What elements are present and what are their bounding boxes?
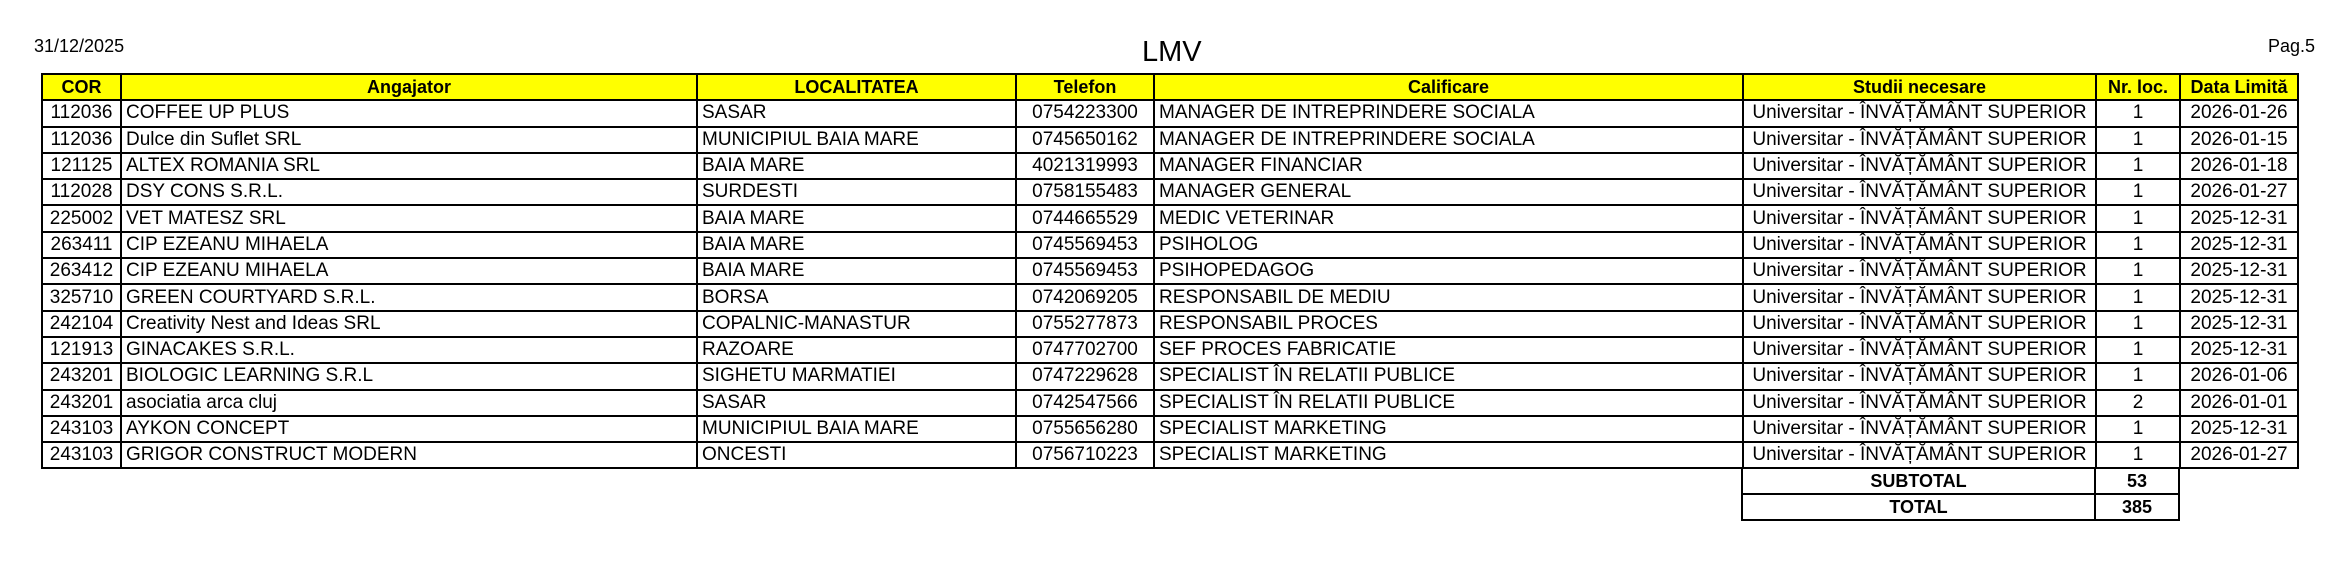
cor-cell: 243201 xyxy=(42,363,121,389)
employer-cell: COFFEE UP PLUS xyxy=(121,100,697,126)
employer-cell: ALTEX ROMANIA SRL xyxy=(121,153,697,179)
table-row xyxy=(42,442,2298,468)
qualification-cell: PSIHOLOG xyxy=(1154,232,1743,258)
cor-cell: 112036 xyxy=(42,100,121,126)
qualification-cell: MANAGER GENERAL xyxy=(1154,179,1743,205)
qualification-cell: SPECIALIST ÎN RELATII PUBLICE xyxy=(1154,363,1743,389)
column-header-calificare: Calificare xyxy=(1154,74,1743,100)
positions-cell: 1 xyxy=(2096,127,2180,153)
qualification-cell: SPECIALIST MARKETING xyxy=(1154,442,1743,468)
cor-cell: 112036 xyxy=(42,127,121,153)
cor-cell: 243103 xyxy=(42,416,121,442)
studies-cell: Universitar - ÎNVĂȚĂMÂNT SUPERIOR xyxy=(1743,416,2096,442)
deadline-cell: 2026-01-06 xyxy=(2180,363,2298,389)
studies-cell: Universitar - ÎNVĂȚĂMÂNT SUPERIOR xyxy=(1743,311,2096,337)
employer-cell: GRIGOR CONSTRUCT MODERN xyxy=(121,442,697,468)
positions-cell: 1 xyxy=(2096,284,2180,310)
qualification-cell: MEDIC VETERINAR xyxy=(1154,205,1743,231)
locality-cell: BAIA MARE xyxy=(697,258,1016,284)
cor-cell: 325710 xyxy=(42,284,121,310)
cor-cell: 242104 xyxy=(42,311,121,337)
phone-cell: 0747702700 xyxy=(1016,337,1154,363)
cor-cell: 263411 xyxy=(42,232,121,258)
deadline-cell: 2025-12-31 xyxy=(2180,258,2298,284)
subtotal-label: SUBTOTAL xyxy=(1742,468,2095,494)
studies-cell: Universitar - ÎNVĂȚĂMÂNT SUPERIOR xyxy=(1743,442,2096,468)
studies-cell: Universitar - ÎNVĂȚĂMÂNT SUPERIOR xyxy=(1743,127,2096,153)
table-row xyxy=(42,416,2298,442)
deadline-cell: 2026-01-27 xyxy=(2180,442,2298,468)
deadline-cell: 2025-12-31 xyxy=(2180,284,2298,310)
deadline-cell: 2025-12-31 xyxy=(2180,416,2298,442)
employer-cell: DSY CONS S.R.L. xyxy=(121,179,697,205)
studies-cell: Universitar - ÎNVĂȚĂMÂNT SUPERIOR xyxy=(1743,179,2096,205)
locality-cell: BAIA MARE xyxy=(697,153,1016,179)
totals-table xyxy=(1741,467,2180,521)
positions-cell: 1 xyxy=(2096,337,2180,363)
employer-cell: CIP EZEANU MIHAELA xyxy=(121,258,697,284)
page-number: Pag.5 xyxy=(2268,36,2316,56)
positions-cell: 1 xyxy=(2096,232,2180,258)
studies-cell: Universitar - ÎNVĂȚĂMÂNT SUPERIOR xyxy=(1743,205,2096,231)
table-row xyxy=(42,100,2298,126)
qualification-cell: MANAGER DE INTREPRINDERE SOCIALA xyxy=(1154,127,1743,153)
positions-cell: 1 xyxy=(2096,100,2180,126)
studies-cell: Universitar - ÎNVĂȚĂMÂNT SUPERIOR xyxy=(1743,232,2096,258)
locality-cell: BAIA MARE xyxy=(697,232,1016,258)
qualification-cell: RESPONSABIL PROCES xyxy=(1154,311,1743,337)
locality-cell: SURDESTI xyxy=(697,179,1016,205)
locality-cell: COPALNIC-MANASTUR xyxy=(697,311,1016,337)
qualification-cell: PSIHOPEDAGOG xyxy=(1154,258,1743,284)
deadline-cell: 2025-12-31 xyxy=(2180,311,2298,337)
phone-cell: 0758155483 xyxy=(1016,179,1154,205)
locality-cell: RAZOARE xyxy=(697,337,1016,363)
qualification-cell: SEF PROCES FABRICATIE xyxy=(1154,337,1743,363)
phone-cell: 0756710223 xyxy=(1016,442,1154,468)
studies-cell: Universitar - ÎNVĂȚĂMÂNT SUPERIOR xyxy=(1743,100,2096,126)
table-row xyxy=(42,390,2298,416)
table-row xyxy=(42,205,2298,231)
cor-cell: 121125 xyxy=(42,153,121,179)
table-row xyxy=(42,363,2298,389)
phone-cell: 0754223300 xyxy=(1016,100,1154,126)
deadline-cell: 2026-01-15 xyxy=(2180,127,2298,153)
employer-cell: asociatia arca cluj xyxy=(121,390,697,416)
locality-cell: MUNICIPIUL BAIA MARE xyxy=(697,127,1016,153)
positions-cell: 1 xyxy=(2096,363,2180,389)
subtotal-row xyxy=(1742,468,2179,494)
qualification-cell: MANAGER DE INTREPRINDERE SOCIALA xyxy=(1154,100,1743,126)
phone-cell: 4021319993 xyxy=(1016,153,1154,179)
table-row xyxy=(42,284,2298,310)
column-header-localitatea: LOCALITATEA xyxy=(697,74,1016,100)
phone-cell: 0755656280 xyxy=(1016,416,1154,442)
subtotal-value: 53 xyxy=(2095,468,2179,494)
studies-cell: Universitar - ÎNVĂȚĂMÂNT SUPERIOR xyxy=(1743,337,2096,363)
studies-cell: Universitar - ÎNVĂȚĂMÂNT SUPERIOR xyxy=(1743,258,2096,284)
employer-cell: Dulce din Suflet SRL xyxy=(121,127,697,153)
deadline-cell: 2025-12-31 xyxy=(2180,205,2298,231)
total-value: 385 xyxy=(2095,494,2179,520)
phone-cell: 0744665529 xyxy=(1016,205,1154,231)
table-row xyxy=(42,153,2298,179)
cor-cell: 121913 xyxy=(42,337,121,363)
qualification-cell: SPECIALIST MARKETING xyxy=(1154,416,1743,442)
deadline-cell: 2026-01-18 xyxy=(2180,153,2298,179)
positions-cell: 1 xyxy=(2096,179,2180,205)
column-header-cor: COR xyxy=(42,74,121,100)
positions-cell: 1 xyxy=(2096,311,2180,337)
qualification-cell: SPECIALIST ÎN RELATII PUBLICE xyxy=(1154,390,1743,416)
employer-cell: AYKON CONCEPT xyxy=(121,416,697,442)
locality-cell: SASAR xyxy=(697,390,1016,416)
phone-cell: 0745569453 xyxy=(1016,232,1154,258)
locality-cell: BORSA xyxy=(697,284,1016,310)
employer-cell: GINACAKES S.R.L. xyxy=(121,337,697,363)
locality-cell: SIGHETU MARMATIEI xyxy=(697,363,1016,389)
positions-cell: 1 xyxy=(2096,205,2180,231)
jobs-table xyxy=(41,73,2299,469)
phone-cell: 0745569453 xyxy=(1016,258,1154,284)
phone-cell: 0742069205 xyxy=(1016,284,1154,310)
studies-cell: Universitar - ÎNVĂȚĂMÂNT SUPERIOR xyxy=(1743,390,2096,416)
positions-cell: 1 xyxy=(2096,416,2180,442)
locality-cell: ONCESTI xyxy=(697,442,1016,468)
table-row xyxy=(42,232,2298,258)
cor-cell: 112028 xyxy=(42,179,121,205)
table-header-row xyxy=(42,74,2298,100)
phone-cell: 0742547566 xyxy=(1016,390,1154,416)
column-header-data-limita: Data Limită xyxy=(2180,74,2298,100)
employer-cell: CIP EZEANU MIHAELA xyxy=(121,232,697,258)
cor-cell: 225002 xyxy=(42,205,121,231)
column-header-angajator: Angajator xyxy=(121,74,697,100)
employer-cell: BIOLOGIC LEARNING S.R.L xyxy=(121,363,697,389)
locality-cell: BAIA MARE xyxy=(697,205,1016,231)
total-label: TOTAL xyxy=(1742,494,2095,520)
column-header-nr-loc: Nr. loc. xyxy=(2096,74,2180,100)
table-row xyxy=(42,127,2298,153)
deadline-cell: 2026-01-01 xyxy=(2180,390,2298,416)
total-row xyxy=(1742,494,2179,520)
cor-cell: 263412 xyxy=(42,258,121,284)
table-row xyxy=(42,337,2298,363)
positions-cell: 1 xyxy=(2096,442,2180,468)
deadline-cell: 2026-01-26 xyxy=(2180,100,2298,126)
table-row xyxy=(42,258,2298,284)
deadline-cell: 2026-01-27 xyxy=(2180,179,2298,205)
employer-cell: VET MATESZ SRL xyxy=(121,205,697,231)
column-header-telefon: Telefon xyxy=(1016,74,1154,100)
phone-cell: 0747229628 xyxy=(1016,363,1154,389)
positions-cell: 2 xyxy=(2096,390,2180,416)
employer-cell: GREEN COURTYARD S.R.L. xyxy=(121,284,697,310)
studies-cell: Universitar - ÎNVĂȚĂMÂNT SUPERIOR xyxy=(1743,284,2096,310)
cor-cell: 243201 xyxy=(42,390,121,416)
cor-cell: 243103 xyxy=(42,442,121,468)
qualification-cell: MANAGER FINANCIAR xyxy=(1154,153,1743,179)
locality-cell: MUNICIPIUL BAIA MARE xyxy=(697,416,1016,442)
table-row xyxy=(42,311,2298,337)
studies-cell: Universitar - ÎNVĂȚĂMÂNT SUPERIOR xyxy=(1743,153,2096,179)
column-header-studii: Studii necesare xyxy=(1743,74,2096,100)
table-row xyxy=(42,179,2298,205)
positions-cell: 1 xyxy=(2096,153,2180,179)
locality-cell: SASAR xyxy=(697,100,1016,126)
employer-cell: Creativity Nest and Ideas SRL xyxy=(121,311,697,337)
studies-cell: Universitar - ÎNVĂȚĂMÂNT SUPERIOR xyxy=(1743,363,2096,389)
phone-cell: 0745650162 xyxy=(1016,127,1154,153)
qualification-cell: RESPONSABIL DE MEDIU xyxy=(1154,284,1743,310)
report-title: LMV xyxy=(1142,36,1202,68)
deadline-cell: 2025-12-31 xyxy=(2180,232,2298,258)
phone-cell: 0755277873 xyxy=(1016,311,1154,337)
deadline-cell: 2025-12-31 xyxy=(2180,337,2298,363)
report-date: 31/12/2025 xyxy=(34,36,125,56)
positions-cell: 1 xyxy=(2096,258,2180,284)
